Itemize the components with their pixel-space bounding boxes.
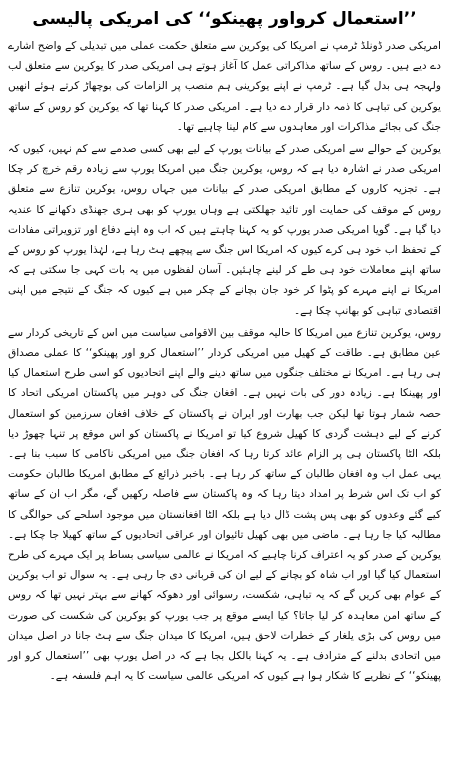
article-body xyxy=(8,36,441,687)
paragraph: یوکرین کے حوالے سے امریکی صدر کے بیانات یورپ کے لیے بھی کسی صدمے سے کم نہیں، کیوں کہ امریکی صدر نے اشارہ دیا ہے کہ روس، یوکرین جنگ میں امریکا یورپ سے زیادہ رقم خرچ کر چکا ہے۔ تجزیہ کاروں کے مطابق امریکی صدر کے بیانات میں جہاں روس، یوکرین تنازع سے متعلق روس کے موقف کی حمایت اور تائید جھلکتی ہے وہاں یورپ کو بھی ہری جھنڈی دکھانے کا عندیہ دیا گیا ہے۔ گویا امریکی صدر یورپ کو یہ کہنا چاہتے ہیں کہ اب وہ اپنے دفاع اور تزویراتی مفادات کے تحفظ اب خود ہی کرے کیوں کہ امریکا اس جنگ سے پیچھے ہٹ رہا ہے، لہٰذا یورپ کو روس کے ساتھ اپنے معاملات خود ہی طے کر لینے چاہئیں۔ آسان لفظوں میں یہ بات کہی جا سکتی ہے کہ امریکا نے اپنے مہرے کو پٹوا کر خود جان بچانے کے چکر میں ہے کیوں کہ جنگ کے نتیجے میں اپنی اقتصادی تباہی کو بھانپ چکا ہے۔ xyxy=(8,143,441,317)
article-title: ’’استعمال کرواور پھینکو‘‘ کی امریکی پالیسی xyxy=(32,9,417,29)
paragraph: امریکی صدر ڈونلڈ ٹرمپ نے امریکا کی یوکرین سے متعلق حکمت عملی میں تبدیلی کے واضح اشارے دے دیے ہیں۔ روس کے ساتھ مذاکراتی عمل کا آغاز ہوتے ہی امریکی صدر کا یوکرین سے متعلق لب ولہجہ ہی بدل گیا ہے۔ ٹرمپ نے اپنے یوکرینی ہم منصب پر الزامات کی بوچھاڑ کرتے ہوئے انھیں یوکرین کی تباہی کا ذمہ دار قرار دے دیا ہے۔ امریکی صدر کا کہنا تھا کہ یوکرین کو روس کے ساتھ جنگ کی بجائے مذاکرات اور معاہدوں سے کام لینا چاہیے تھا۔ xyxy=(8,40,441,133)
paragraph: روس، یوکرین تنازع میں امریکا کا حالیہ موقف بین الاقوامی سیاست میں اس کے تاریخی کردار سے عین مطابق ہے۔ طاقت کے کھیل میں امریکی کردار ’’استعمال کرو اور پھینکو‘‘ کا عملی مصداق ہی رہا ہے۔ امریکا نے مختلف جنگوں میں ساتھ دینے والے اپنے اتحادیوں کو اسی طرح استعمال کیا اور پھینکا ہے۔ زیادہ دور کی بات نہیں ہے۔ افغان جنگ کی دوہر میں پاکستان امریکی اتحاد کا حصہ شمار ہوتا تھا لیکن جب بھارت اور ایران نے پاکستان کے خلاف افغان سرزمین کو استعمال کرنے کے لیے دہشت گردی کا کھیل شروع کیا تو امریکا نے پاکستان کو اس موقع پر تنہا چھوڑ دیا بلکہ الٹا پاکستان ہی پر الزام عائد کرتا رہا کہ افغان جنگ میں امریکی ناکامی کا سبب بنا ہے۔ یہی عمل اب وہ افغان طالبان کے ساتھ کر رہا ہے۔ باخبر ذرائع کے مطابق امریکا طالبان حکومت کو اب تک اس شرط پر امداد دیتا رہا کہ وہ پاکستان سے فاصلہ رکھیں گے، مگر اب ان کے ساتھ کیے گئے وعدوں کو بھی پس پشت ڈال دیا ہے بلکہ الٹا افغانستان میں موجود اسلحے کی حوالگی کا مطالبہ کیا جا رہا ہے۔ ماضی میں بھی کھیل تائیوان اور عراقی اتحادیوں کے ساتھ کھیلا جا چکا ہے۔ یوکرین کے صدر کو یہ اعتراف کرنا چاہیے کہ امریکا نے عالمی سیاسی بساط پر ایک مہرے کی طرح استعمال کیا گیا اور اب شاہ کو بچانے کے لیے ان کی قربانی دی جا رہی ہے۔ یہ سوال تو اب یوکرین کے عوام بھی کریں گے کہ یہ تباہی، شکست، رسوائی اور دھوکہ کھانے سے بہتر نہیں تھا کہ روس کے ساتھ امن معاہدہ کر لیا جاتا؟ کیا ایسے موقع پر جب یورپ کو یوکرین کی شکست کی صورت میں روس کی بڑی یلغار کے خطرات لاحق ہیں، امریکا کا میدان جنگ سے ہٹ جانا در اصل میدان میں اتحادی بدلنے کے مترادف ہے۔ یہ کہنا بالکل بجا ہے کہ در اصل یورپ بھی ’’استعمال کرو اور پھینکو‘‘ کے نظریے کا شکار ہوا ہے کیوں کہ امریکی عالمی سیاست کا یہ اہم فلسفہ ہے۔ xyxy=(8,326,441,683)
